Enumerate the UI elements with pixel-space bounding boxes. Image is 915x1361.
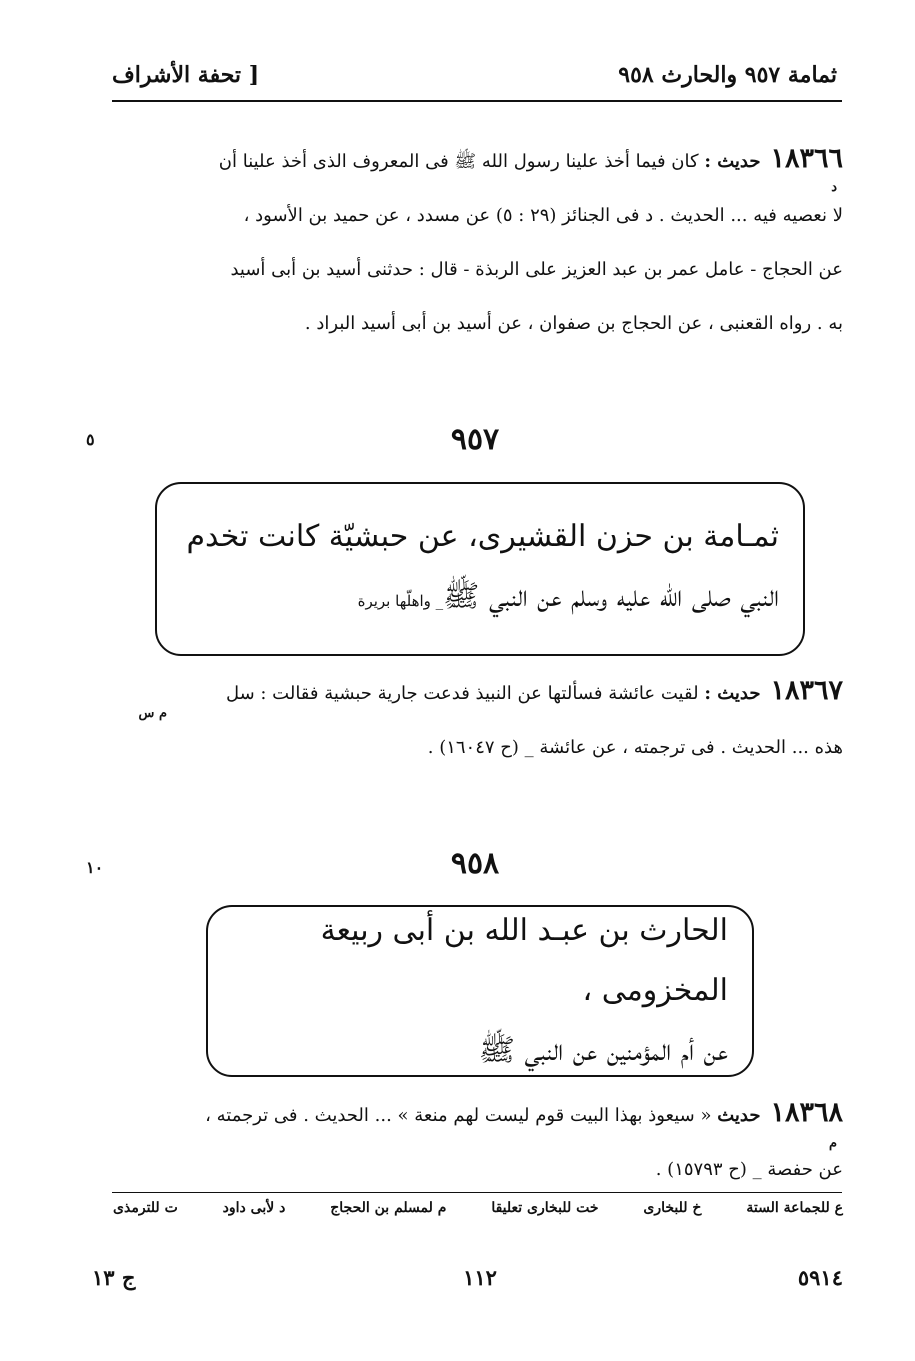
hadith-line: به . رواه القعنبى ، عن الحجاج بن صفوان ، عن أسيد بن أبى أسيد البراد . — [304, 313, 843, 334]
hadith-line — [113, 132, 843, 189]
hadith-18368 — [113, 1086, 843, 1197]
hadith-line: لا نعصيه فيه ... الحديث . د فى الجنائز (٢٩ : ٥) عن مسدد ، عن حميد بن الأسود ، — [243, 205, 843, 226]
hadith-label: حديث — [717, 1105, 761, 1126]
narrator-title-line: ثمـامة بن حزن القشيرى، عن حبشيّة كانت تخدم — [186, 519, 779, 554]
hadith-line: هذه ... الحديث . فى ترجمته ، عن عائشة _ (ح ١٦٠٤٧) . — [427, 737, 843, 758]
line-marker: ٥ — [86, 430, 95, 449]
siglum: خت للبخارى تعليقا — [491, 1200, 599, 1216]
hadith-line — [113, 664, 843, 721]
hadith-line: عن الحجاج - عامل عمر بن عبد العزيز على الربذة - قال : حدثنى أسيد بن أبى أسيد — [230, 259, 843, 280]
hadith-18366 — [113, 132, 843, 351]
header-rule — [112, 100, 842, 102]
hadith-number: ١٨٣٦٨ — [770, 1097, 843, 1128]
narrator-title-line: الحارث بن عبـد الله بن أبى ربيعة المخزومى ، — [320, 913, 728, 1008]
narrator-box-957 — [155, 482, 805, 656]
hadith-line — [113, 1086, 843, 1143]
hadith-label: حديث : — [704, 683, 761, 704]
siglum: د لأبى داود — [222, 1200, 286, 1216]
footer-item-number: ٥٩١٤ — [797, 1265, 843, 1290]
margin-symbol: م س — [138, 706, 167, 721]
hadith-number: ١٨٣٦٦ — [770, 143, 843, 174]
hadith-18367 — [113, 664, 843, 775]
narrator-title-text: النبي صلى الله عليه وسلم عن النبي ﷺ — [443, 579, 779, 614]
margin-symbol: د — [831, 180, 837, 195]
sigla-footnote — [113, 1200, 843, 1216]
hadith-text: لقيت عائشة فسألتها عن النبيذ فدعت جارية حبشية فقالت : سل — [225, 683, 699, 704]
narrator-box-958 — [206, 905, 754, 1077]
line-marker: ١٠ — [86, 858, 104, 877]
hadith-number: ١٨٣٦٧ — [770, 675, 843, 706]
running-head-right: ثمامة ٩٥٧ والحارث ٩٥٨ — [618, 62, 837, 88]
narrator-title-line — [181, 567, 779, 631]
page-number: ١١٢ — [463, 1265, 497, 1290]
hadith-text: كان فيما أخذ علينا رسول الله ﷺ فى المعروف الذى أخذ علينا أن — [218, 151, 699, 172]
siglum: ت للترمذى — [113, 1200, 178, 1216]
section-number: ٩٥٧ — [450, 422, 500, 457]
volume-number: ج ١٣ — [92, 1265, 136, 1290]
narrator-note: _ واهلّها بريرة — [357, 592, 444, 610]
running-head-left: [ تحفة الأشراف — [112, 62, 260, 88]
margin-symbol: م — [828, 1136, 837, 1151]
hadith-line: عن حفصة _ (ح ١٥٧٩٣) . — [655, 1159, 843, 1180]
narrator-title-line: عن أم المؤمنين عن النبي ﷺ — [478, 1033, 728, 1068]
hadith-text: « سيعوذ بهذا البيت قوم ليست لهم منعة » ... الحديث . فى ترجمته ، — [205, 1105, 712, 1126]
siglum: ع للجماعة الستة — [746, 1200, 843, 1216]
siglum: م لمسلم بن الحجاج — [330, 1200, 447, 1216]
hadith-label: حديث : — [704, 151, 761, 172]
footnote-rule — [112, 1192, 842, 1193]
section-number: ٩٥٨ — [450, 846, 500, 881]
siglum: خ للبخارى — [643, 1200, 702, 1216]
